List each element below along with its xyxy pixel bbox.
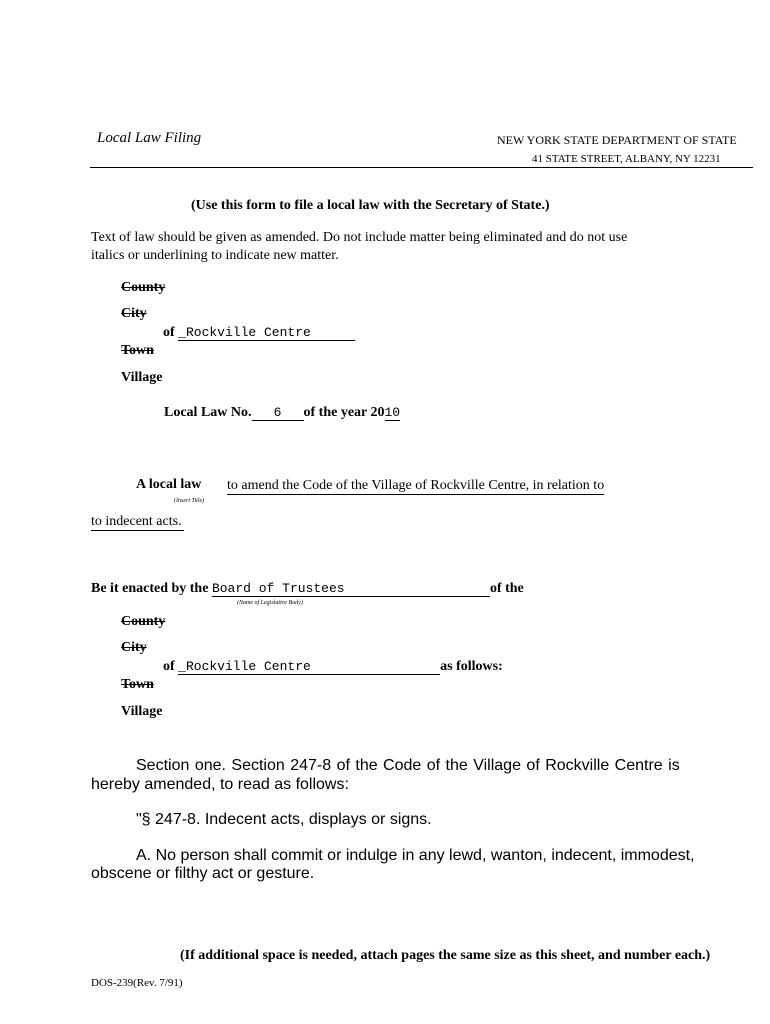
of-label-2: of bbox=[163, 659, 175, 674]
local-law-number: 6 bbox=[252, 405, 304, 421]
municipality-town-option: Town bbox=[121, 343, 154, 358]
law-title-line-2: to indecent acts. bbox=[91, 514, 182, 529]
law-title-line-1: to amend the Code of the Village of Rockville Centre, in relation to bbox=[227, 478, 605, 493]
enacted-by-row bbox=[91, 581, 524, 597]
legislative-body-caption: (Name of Legislative Body) bbox=[237, 600, 303, 606]
paragraph-a-line-1: A. No person shall commit or indulge in any lewd, wanton, indecent, immodest, bbox=[136, 847, 695, 864]
municipality-2-name-row bbox=[163, 659, 503, 675]
form-id: DOS-239(Rev. 7/91) bbox=[91, 977, 183, 989]
department-address: 41 STATE STREET, ALBANY, NY 12231 bbox=[532, 153, 721, 165]
of-label: of bbox=[163, 325, 175, 340]
local-law-number-row bbox=[164, 405, 400, 421]
as-follows-label: as follows: bbox=[440, 659, 503, 674]
instruction-text-line-1: Text of law should be given as amended. Do not include matter being eliminated and do not use bbox=[91, 230, 628, 245]
municipality-village-option: Village bbox=[121, 370, 163, 385]
of-the-year-label: of the year 20 bbox=[303, 405, 385, 420]
municipality-name: _Rockville Centre bbox=[178, 325, 355, 341]
additional-space-note: (If additional space is needed, attach pages the same size as this sheet, and number each.) bbox=[180, 948, 711, 963]
municipality-2-city-option: City bbox=[121, 640, 147, 655]
of-the-label: of the bbox=[489, 581, 524, 596]
legislative-body-name: Board of Trustees bbox=[212, 581, 490, 597]
section-one-line-1: Section one. Section 247-8 of the Code of the Village of Rockville Centre is bbox=[136, 757, 680, 774]
form-title: Local Law Filing bbox=[97, 130, 202, 146]
municipality-2-village-option: Village bbox=[121, 704, 163, 719]
section-heading: "§ 247-8. Indecent acts, displays or signs. bbox=[136, 811, 432, 828]
municipality-county-option: County bbox=[121, 280, 166, 295]
insert-title-caption: (Insert Title) bbox=[174, 498, 205, 504]
instruction-text-line-2: italics or underlining to indicate new matter. bbox=[91, 248, 339, 263]
section-one-line-2: hereby amended, to read as follows: bbox=[91, 776, 349, 793]
municipality-city-option: City bbox=[121, 306, 147, 321]
form-instruction: (Use this form to file a local law with the Secretary of State.) bbox=[191, 198, 550, 213]
enacted-by-label: Be it enacted by the bbox=[91, 581, 209, 596]
municipality-2-county-option: County bbox=[121, 614, 166, 629]
department-name: NEW YORK STATE DEPARTMENT OF STATE bbox=[497, 133, 737, 147]
a-local-law-label: A local law bbox=[136, 477, 202, 492]
municipality-name-row bbox=[163, 325, 355, 341]
paragraph-a-line-2: obscene or filthy act or gesture. bbox=[91, 865, 315, 882]
header-rule bbox=[90, 167, 753, 168]
municipality-2-town-option: Town bbox=[121, 677, 154, 692]
municipality-2-name: _Rockville Centre bbox=[178, 659, 440, 675]
local-law-year: 10 bbox=[384, 405, 401, 420]
local-law-no-label: Local Law No. bbox=[164, 405, 252, 420]
